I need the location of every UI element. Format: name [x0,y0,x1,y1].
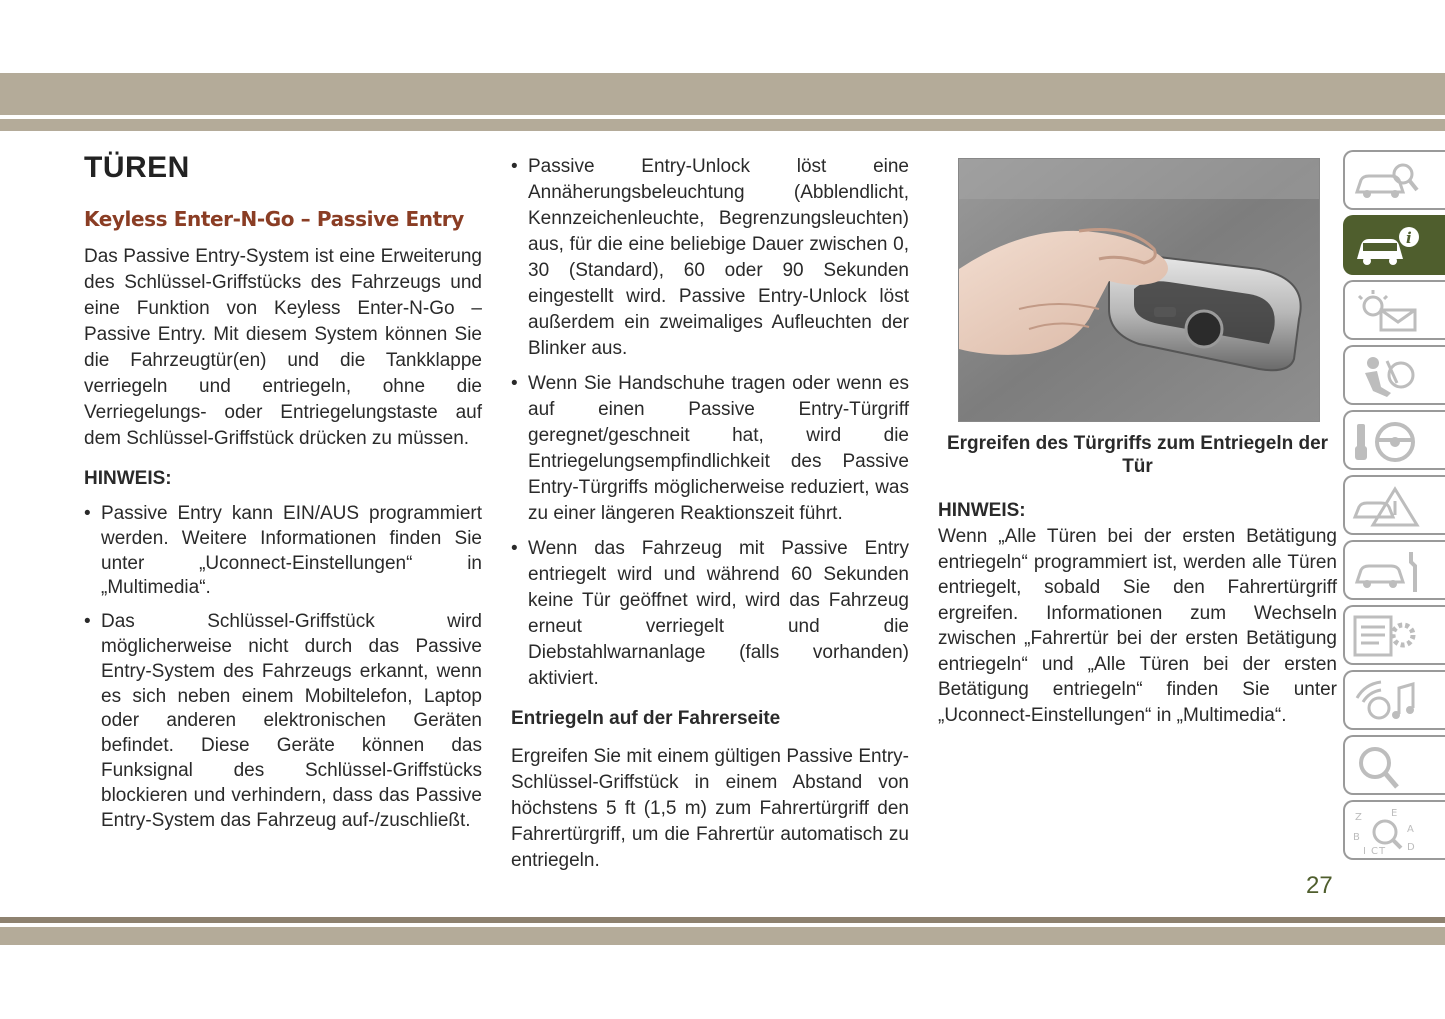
key-steering-wheel-icon [1351,418,1421,464]
tab-starting-operating[interactable] [1343,410,1445,470]
warning-light-message-icon [1351,288,1421,334]
car-magnifier-icon [1351,158,1421,204]
tab-technical-specifications[interactable] [1343,605,1445,665]
chapter-tabs [1343,150,1445,865]
feature-list [511,154,909,692]
svg-text:I: I [1363,846,1366,854]
intro-paragraph: Das Passive Entry-System ist eine Erweiterung des Schlüssel-Griffstücks des Fahrzeugs und eine Funktion von Keyless Enter-N-Go – Passive Entry. Mit diesem System können Sie die Fahrzeugtür(en) und die Tankklappe verriegeln und entriegeln, ohne die Verriegelungs- oder Entriegelungstaste auf dem Schlüssel-Griffstück drücken zu müssen. [84,246,482,449]
list-item: • Passive Entry-Unlock löst eine Annäherungsbeleuchtung (Abblendlicht, Kennzeichenleuchte, Begrenzungsleuchten) aus, für die eine beliebige Dauer zwischen 0, 30 (Standard), 60 oder 90 Sekunden eingestellt wird. Passive Entry-Unlock löst außerdem ein zweimaliges Aufleuchten der Blinker aus. [511,154,909,362]
note-paragraph: Wenn „Alle Türen bei der ersten Betätigung entriegeln“ programmiert ist, werden alle Türen entriegelt, sobald Sie den Fahrertürgriff ergreifen. Informationen zum Wechseln zwischen „Fahrertür bei der ersten Betätigung entriegeln“ und „Alle Türen bei der ersten Betätigung entriegeln“ finden Sie unter „Uconnect-Einstellungen“ in „Multimedia“. [938,526,1337,726]
note-list [84,502,482,833]
tab-index[interactable] [1343,800,1445,860]
tab-servicing-maintenance[interactable] [1343,540,1445,600]
column-middle [511,154,909,874]
column-right [938,158,1337,728]
svg-text:E: E [1391,808,1398,819]
tab-getting-to-know-vehicle[interactable] [1343,150,1445,210]
tab-customer-assistance[interactable] [1343,735,1445,795]
door-handle-photo [958,158,1320,422]
list-item: • Wenn das Fahrzeug mit Passive Entry entriegelt wird und während 60 Sekunden keine Tür geöffnet wird, wird das Fahrzeug erneut verriegelt und die Diebstahlwarnanlage (falls vorhanden) aktiviert. [511,536,909,692]
list-item: • Das Schlüssel-Griffstück wird möglicherweise nicht durch das Passive Entry-System des Fahrzeugs erkannt, wenn es sich neben einem Mobiltelefon, Laptop oder anderen elektronischen Geräten befindet. Diese Geräte können das Funksignal des Schlüssel-Griffstücks blockieren und verhindern, dass das Passive Entry-System das Fahrzeug auf-/zuschließt. [84,610,482,833]
page-title: TÜREN [84,151,190,184]
list-item: • Wenn Sie Handschuhe tragen oder wenn es auf einen Passive Entry-Türgriff geregnet/geschneit hat, wird die Entriegelungsempfindlichkeit des Passive Entry-Türgriffs möglicherweise reduziert, was zu einer längeren Reaktionszeit führt. [511,371,909,527]
footer-band [0,927,1445,945]
multimedia-note-icon [1351,678,1421,724]
car-wrench-icon [1351,548,1421,594]
list-item: • Passive Entry kann EIN/AUS programmiert werden. Weitere Informationen finden Sie unter „Uconnect-Einstellungen“ in „Multimedia“. [84,502,482,601]
magnifier-icon [1351,743,1421,789]
tab-in-case-of-emergency[interactable] [1343,475,1445,535]
page-number: 27 [1306,872,1333,899]
footer-band-line [0,917,1445,923]
header-band-line [0,119,1445,131]
car-warning-triangle-icon [1351,483,1421,529]
svg-text:B: B [1353,832,1360,843]
tab-getting-to-know-features[interactable] [1343,215,1445,275]
car-info-icon [1351,223,1421,269]
tab-multimedia[interactable] [1343,670,1445,730]
list-gear-icon [1351,613,1421,659]
note-label: HINWEIS: [938,500,1026,521]
header-band [0,73,1445,115]
tab-instrument-panel[interactable] [1343,280,1445,340]
svg-text:A: A [1407,824,1414,835]
hand-on-door-handle-illustration [959,159,1319,421]
note-label: HINWEIS: [84,468,172,489]
section-heading: Entriegeln auf der Fahrerseite [511,708,781,729]
svg-text:T: T [1379,846,1386,854]
photo-caption: Ergreifen des Türgriffs zum Entriegeln der Tür [946,433,1329,477]
column-left [84,150,482,842]
tab-safety[interactable] [1343,345,1445,405]
index-letters-icon [1351,808,1421,854]
svg-text:D: D [1407,842,1415,853]
seat-airbag-icon [1351,353,1421,399]
svg-text:Z: Z [1355,812,1362,823]
svg-text:i: i [1406,229,1412,247]
section-subtitle: Keyless Enter-N-Go – Passive Entry [84,207,464,231]
svg-text:C: C [1371,846,1378,854]
section-paragraph: Ergreifen Sie mit einem gültigen Passive Entry-Schlüssel-Griffstück in einem Abstand von höchstens 5 ft (1,5 m) zum Fahrertürgriff den Fahrertürgriff, um die Fahrertür automatisch zu entriegeln. [511,746,909,871]
